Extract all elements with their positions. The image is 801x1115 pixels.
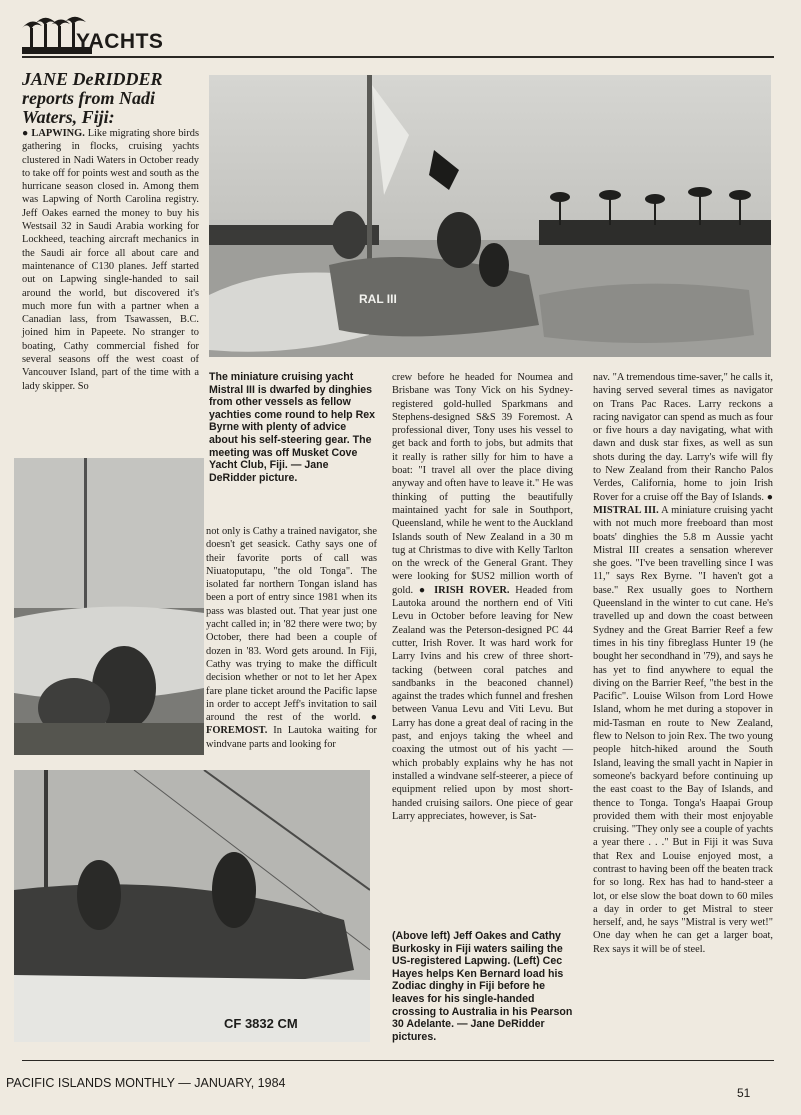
- irish-rover-text: Headed from Lautoka around the northern end of Viti Levu in October before leaving for New Zealand was the Peterson-designed PC 44 cutter, Irish Rover. It was hard work for Larry Ivins and his crew of three short-tacking (between coral patches and sandbanks in the beaconed channel) against the trades which funnel and freshen between Vanua Levu and Viti Levu. But Larry has done a great deal of racing in the past, and enjoys taking the wheel and coaxing the utmost out of his yacht — which probably explains why he has not installed a windvane self-steerer, a piece of equipment relied upon by most short-handed cruising sailors. One piece of gear Larry appreciates, however, is Sat-: [392, 584, 573, 822]
- mistral-text: A miniature cruising yacht with not much more freeboard than most boats' dinghies the 5.8 m Aussie yacht Mistral III creates a sensation wherever she goes. "I've been travelling since I was 11," says Rex Byrne. "I haven't got a base." Rex usually goes to Northern Queensland in the winter to cut cane. He's travelled up and down the coast between Sydney and the Great Barrier Reef a few times in his tiny fibreglass Hunter 19 (he bought her secondhand in '79), and says he has yet to find anywhere to equal the diving on the Barrier Reef, "the best in the Pacific". Louise Wilson from Lord Howe Island, whom he met during a stopover in mid-Tasman en route to New Zealand, flew to Nelson to join Rex. The two young people hitch-hiked around the South Island, leaving the small yacht in Napier in someone's backyard before continuing up the east coast to the Bay of Islands, and thence to Tonga. Tonga's Haapai Group provided them with their most enjoyable cruising. "They only see a couple of yachts a year there . . ." But in Fiji it was Suva that Rex and Louise enjoyed most, a contrast to having been off the beaten track for so long. Rex has had to hand-steer a lot, or else slow the boat down to 60 miles a day in order to get Mistral to steer herself, and, he says "Mistral is very wet!" One day when he can get a larger boat, Rex says it will be of steel.: [593, 504, 773, 955]
- header-rule: [22, 56, 774, 58]
- column-4: nav. "A tremendous time-saver," he calls it, having served several times as navigator on Trans Pac Races. Larry reckons a racing navigator can spend as much as four or five hours a day navigating, what with dawn and dusk star fixes, as well as sun shots during the day. Larry's wife will fly to New Zealand from their Rancho Palos Verdes, California, home to join Irish Rover for a cruise off the Bay of Islands. ● MISTRAL III. A miniature cruising yacht with not much more freeboard than most boats' dinghies the 5.8 m Aussie yacht Mistral III creates a sensation wherever she goes. "I've been travelling since I was 11," says Rex Byrne. "I haven't got a base." Rex usually goes to Northern Queensland in the winter to cut cane. He's travelled up and down the coast between Sydney and the Great Barrier Reef a few times in his tiny fibreglass Hunter 19 (he bought her secondhand in '79), and says he has yet to find anywhere to equal the diving on the Barrier Reef, "the best in the Pacific". Louise Wilson from Lord Howe Island, whom he met during a stopover in mid-Tasman en route to New Zealand, flew to Nelson to join Rex. The two young people hitch-hiked around the South Island, leaving the small yacht in Napier in someone's backyard before continuing up the east coast to the Bay of Islands, and thence to Tonga. Tonga's Haapai Group provided them with their most enjoyable cruising. "They only see a couple of yachts a year there . . ." But in Fiji it was Suva that Rex and Louise enjoyed most, a contrast to having been off the beaten track for so long. Rex has had to hand-steer a lot, or else slow the boat down to 60 miles a day in order to get Mistral to steer herself, and, he says "Mistral is very wet!" One day when he can get a larger boat, Rex says it will be of steel.: [593, 372, 773, 955]
- foremost-text: crew before he headed for Noumea and Brisbane was Tony Vick on his Sydney-registered gold-hulled Sparkmans and Stephens-designed S&S 39 Foremost. A professional diver, Tony uses his vessel to get back and forth to jobs, but admits that it really is rather silly for him to have a boat: "I travel all over the place diving anyway and often have to leave it." He was thinking of putting the beautifully maintained yacht for sale in Southport, Queensland, while he went to the Auckland Islands south of New Zealand in a 30 m tug at Christmas to dive with Kelly Tarlton on the wreck of the General Grant. They were looking for $US2 million worth of gold.: [392, 372, 573, 596]
- irish-rover-lead: IRISH ROVER.: [434, 584, 510, 596]
- lapwing-photo: [14, 458, 204, 755]
- publication-footer: PACIFIC ISLANDS MONTHLY — JANUARY, 1984: [6, 1076, 286, 1090]
- foremost-intro-text: In Lautoka waiting for windvane parts and looking for: [206, 725, 377, 750]
- satnav-text: nav. "A tremendous time-saver," he calls it, having served several times as navigator on Trans Pac Races. Larry reckons a racing navigator can spend as much as four or five hours a day navigating, what with dawn and dusk star fixes, as well as sun shots during the day. Larry's wife will fly to New Zealand from their Rancho Palos Verdes, California, home to join Irish Rover for a cruise off the Bay of Islands.: [593, 372, 773, 503]
- cathy-text: not only is Cathy a trained navigator, she doesn't get seasick. Cathy says one of their favorite ports of call was Niuatoputapu, "the old Tonga". The isolated far northern Tongan island has been a port of entry since 1981 when its pass was blasted out. That year just one yacht called in; in '82 there were two; by October, there had been a couple of dozen in '83. Word gets around. In Fiji, Cathy was trying to make the difficult decision whether or not to let her Apex fare plane ticket around the Pacific lapse in order to accept Jeff's invitation to sail around the rest of the world.: [206, 526, 377, 724]
- sail-number-text: RAL III: [359, 292, 397, 306]
- top-photo-caption: The miniature cruising yacht Mistral III is dwarfed by dinghies from other vessels as fellow yachties come round to help Rex Byrne with plenty of advice about his self-steering gear. The meeting was off Musket Cove Yacht Club, Fiji. — Jane DeRidder picture.: [209, 371, 376, 484]
- hull-registration-text: CF 3832 CM: [224, 1016, 298, 1031]
- lapwing-lead: LAPWING.: [31, 128, 85, 139]
- column-2: not only is Cathy a trained navigator, she doesn't get seasick. Cathy says one of their favorite ports of call was Niuatoputapu, "the old Tonga". The isolated far northern Tongan island has been a port of entry since 1981 when its pass was blasted out. That year just one yacht called in; in '82 there were two; by October, there had been a couple of dozen in '83. Word gets around. In Fiji, Cathy was trying to make the difficult decision whether or not to let her Apex fare plane ticket around the Pacific lapse in order to accept Jeff's invitation to sail around the rest of the world. ● FOREMOST. In Lautoka waiting for windvane parts and looking for: [206, 526, 377, 750]
- column-3: crew before he headed for Noumea and Brisbane was Tony Vick on his Sydney-registered gold-hulled Sparkmans and Stephens-designed S&S 39 Foremost. A professional diver, Tony uses his vessel to get back and forth to jobs, but admits that it really is rather silly for him to have a boat: "I travel all over the place diving anyway and often have to leave it." He was thinking of putting the beautifully maintained yacht for sale in Southport, Queensland, while he went to the Auckland Islands south of New Zealand in a 30 m tug at Christmas to dive with Kelly Tarlton on the wreck of the General Grant. They were looking for $US2 million worth of gold. ● IRISH ROVER. Headed from Lautoka around the northern end of Viti Levu in October before leaving for New Zealand was the Peterson-designed PC 44 cutter, Irish Rover. It was hard work for Larry Ivins and his crew of three short-tacking (between coral patches and sandbanks in the beaconed channel) against the trades which funnel and freshen between Vanua Levu and Viti Levu. But Larry has done a great deal of racing in the past, and enjoys taking the wheel and coaxing the utmost out of his yacht — which probably explains why he has not installed a windvane self-steerer, a piece of equipment relied upon by most short-handed cruising sailors. One piece of gear Larry appreciates, however, is Sat-: [392, 372, 573, 822]
- footer-rule: [22, 1060, 774, 1061]
- article-headline: JANE DeRIDDER reports from Nadi Waters, Fiji:: [22, 69, 163, 127]
- mistral-lead: MISTRAL III.: [593, 504, 659, 516]
- mistral-iii-photo: [209, 75, 771, 357]
- zodiac-dinghy-photo: [14, 770, 370, 1042]
- column-1: ● LAPWING. Like migrating shore birds gathering in flocks, cruising yachts clustered in Nadi Waters in October ready to take off for points west and south as the hurricane season closed in. Among them was Lapwing of North Carolina registry. Jeff Oakes earned the money to buy his Westsail 32 in Saudi Arabia working for Lockheed, teaching aircraft mechanics in the Saudi air force all about care and maintenance of C130 planes. Jeff started out on Lapwing single-handed to sail around the world, but discovered it's much more fun with a partner when a Canadian lass, from Tsawassen, B.C. joined him in Papeete. No stranger to boating, Cathy commercial fished for several seasons off the west coast of Vancouver Island, part of the time with a lady skipper. So: [22, 128, 199, 392]
- foremost-lead: FOREMOST.: [206, 725, 268, 737]
- page-number: 51: [737, 1086, 751, 1100]
- bottom-photo-caption: (Above left) Jeff Oakes and Cathy Burkosky in Fiji waters sailing the US-registered Lapwing. (Left) Cec Hayes helps Ken Bernard load his Zodiac dinghy in Fiji before he leaves for his single-handed crossing to Australia in his Pearson 30 Adelante. — Jane DeRidder pictures.: [392, 930, 573, 1043]
- section-title: YACHTS: [76, 30, 164, 53]
- lapwing-text: Like migrating shore birds gathering in flocks, cruising yachts clustered in Nadi Waters in October ready to take off for points west and south as the hurricane season closed in. Among them was Lapwing of North Carolina registry. Jeff Oakes earned the money to buy his Westsail 32 in Saudi Arabia working for Lockheed, teaching aircraft mechanics in the Saudi air force all about care and maintenance of C130 planes. Jeff started out on Lapwing single-handed to sail around the world, but discovered it's much more fun with a partner when a Canadian lass, from Tsawassen, B.C. joined him in Papeete. No stranger to boating, Cathy commercial fished for several seasons off the west coast of Vancouver Island, part of the time with a lady skipper. So: [22, 128, 199, 392]
